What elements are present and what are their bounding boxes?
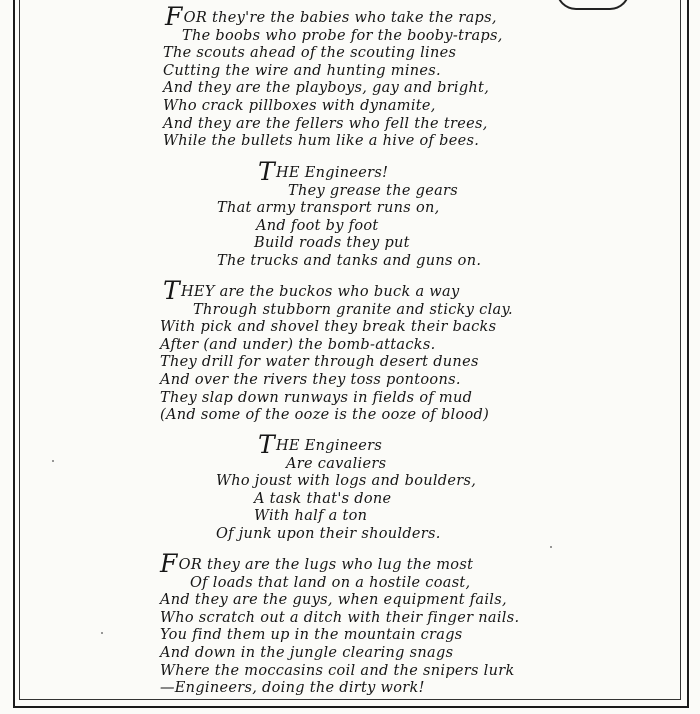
poem-line: THE Engineers	[258, 430, 383, 459]
stanza-4	[0, 430, 477, 544]
poem-line: And down in the jungle clearing snags	[160, 644, 454, 661]
poem-line: And they are the guys, when equipment fails,	[160, 592, 507, 609]
poem-line: Of loads that land on a hostile coast,	[190, 574, 471, 591]
poem-line: Of junk upon their shoulders.	[216, 525, 441, 542]
poem-line: FOR they are the lugs who lug the most	[160, 549, 474, 578]
poem-line: FOR they're the babies who take the raps,	[165, 2, 497, 31]
poem-line: They grease the gears	[288, 182, 458, 199]
drop-cap: F	[165, 2, 183, 31]
poem-line: You find them up in the mountain crags	[160, 627, 463, 644]
poem-line: That army transport runs on,	[217, 200, 440, 217]
poem-line: THE Engineers!	[258, 157, 389, 186]
poem-line: They drill for water through desert dunes	[160, 354, 479, 371]
poem-line: While the bullets hum like a hive of bees.	[163, 133, 480, 150]
poem-line: With pick and shovel they break their backs	[160, 319, 497, 336]
poem-line: The boobs who probe for the booby-traps,	[182, 27, 503, 44]
poem-line: The trucks and tanks and guns on.	[217, 252, 482, 269]
poem-line: Who joust with logs and boulders,	[216, 473, 477, 490]
drop-cap: T	[258, 157, 275, 186]
drop-cap: T	[163, 276, 180, 305]
poem-line: Where the moccasins coil and the snipers lurk	[160, 662, 515, 679]
poem-line: (And some of the ooze is the ooze of blood)	[160, 407, 490, 424]
poem-line: A task that's done	[254, 490, 392, 507]
stanza-2	[0, 157, 482, 271]
drop-cap: T	[258, 430, 275, 459]
poem-line: And over the rivers they toss pontoons.	[160, 371, 461, 388]
poem-line: Are cavaliers	[286, 455, 387, 472]
poem-line: Through stubborn granite and sticky clay.	[193, 301, 513, 318]
stanza-1	[0, 2, 503, 151]
poem-line: —Engineers, doing the dirty work!	[160, 680, 425, 697]
poem-line: And foot by foot	[256, 217, 379, 234]
poem-line: Build roads they put	[254, 235, 410, 252]
print-speck	[550, 546, 552, 548]
stanza-3	[0, 276, 513, 425]
poem-line: Who crack pillboxes with dynamite,	[163, 97, 436, 114]
stanza-5	[0, 549, 520, 698]
poem-line: With half a ton	[254, 508, 368, 525]
poem-line: Who scratch out a ditch with their finger nails.	[160, 609, 520, 626]
poem-line: After (and under) the bomb-attacks.	[160, 336, 436, 353]
poem-line: And they are the playboys, gay and bright,	[163, 80, 490, 97]
poem-line: Cutting the wire and hunting mines.	[163, 62, 441, 79]
poem-line: THEY are the buckos who buck a way	[163, 276, 460, 305]
drop-cap: F	[160, 549, 178, 578]
poem-line: They slap down runways in fields of mud	[160, 389, 473, 406]
poem-line: And they are the fellers who fell the trees,	[163, 115, 488, 132]
poem-line: The scouts ahead of the scouting lines	[163, 45, 457, 62]
